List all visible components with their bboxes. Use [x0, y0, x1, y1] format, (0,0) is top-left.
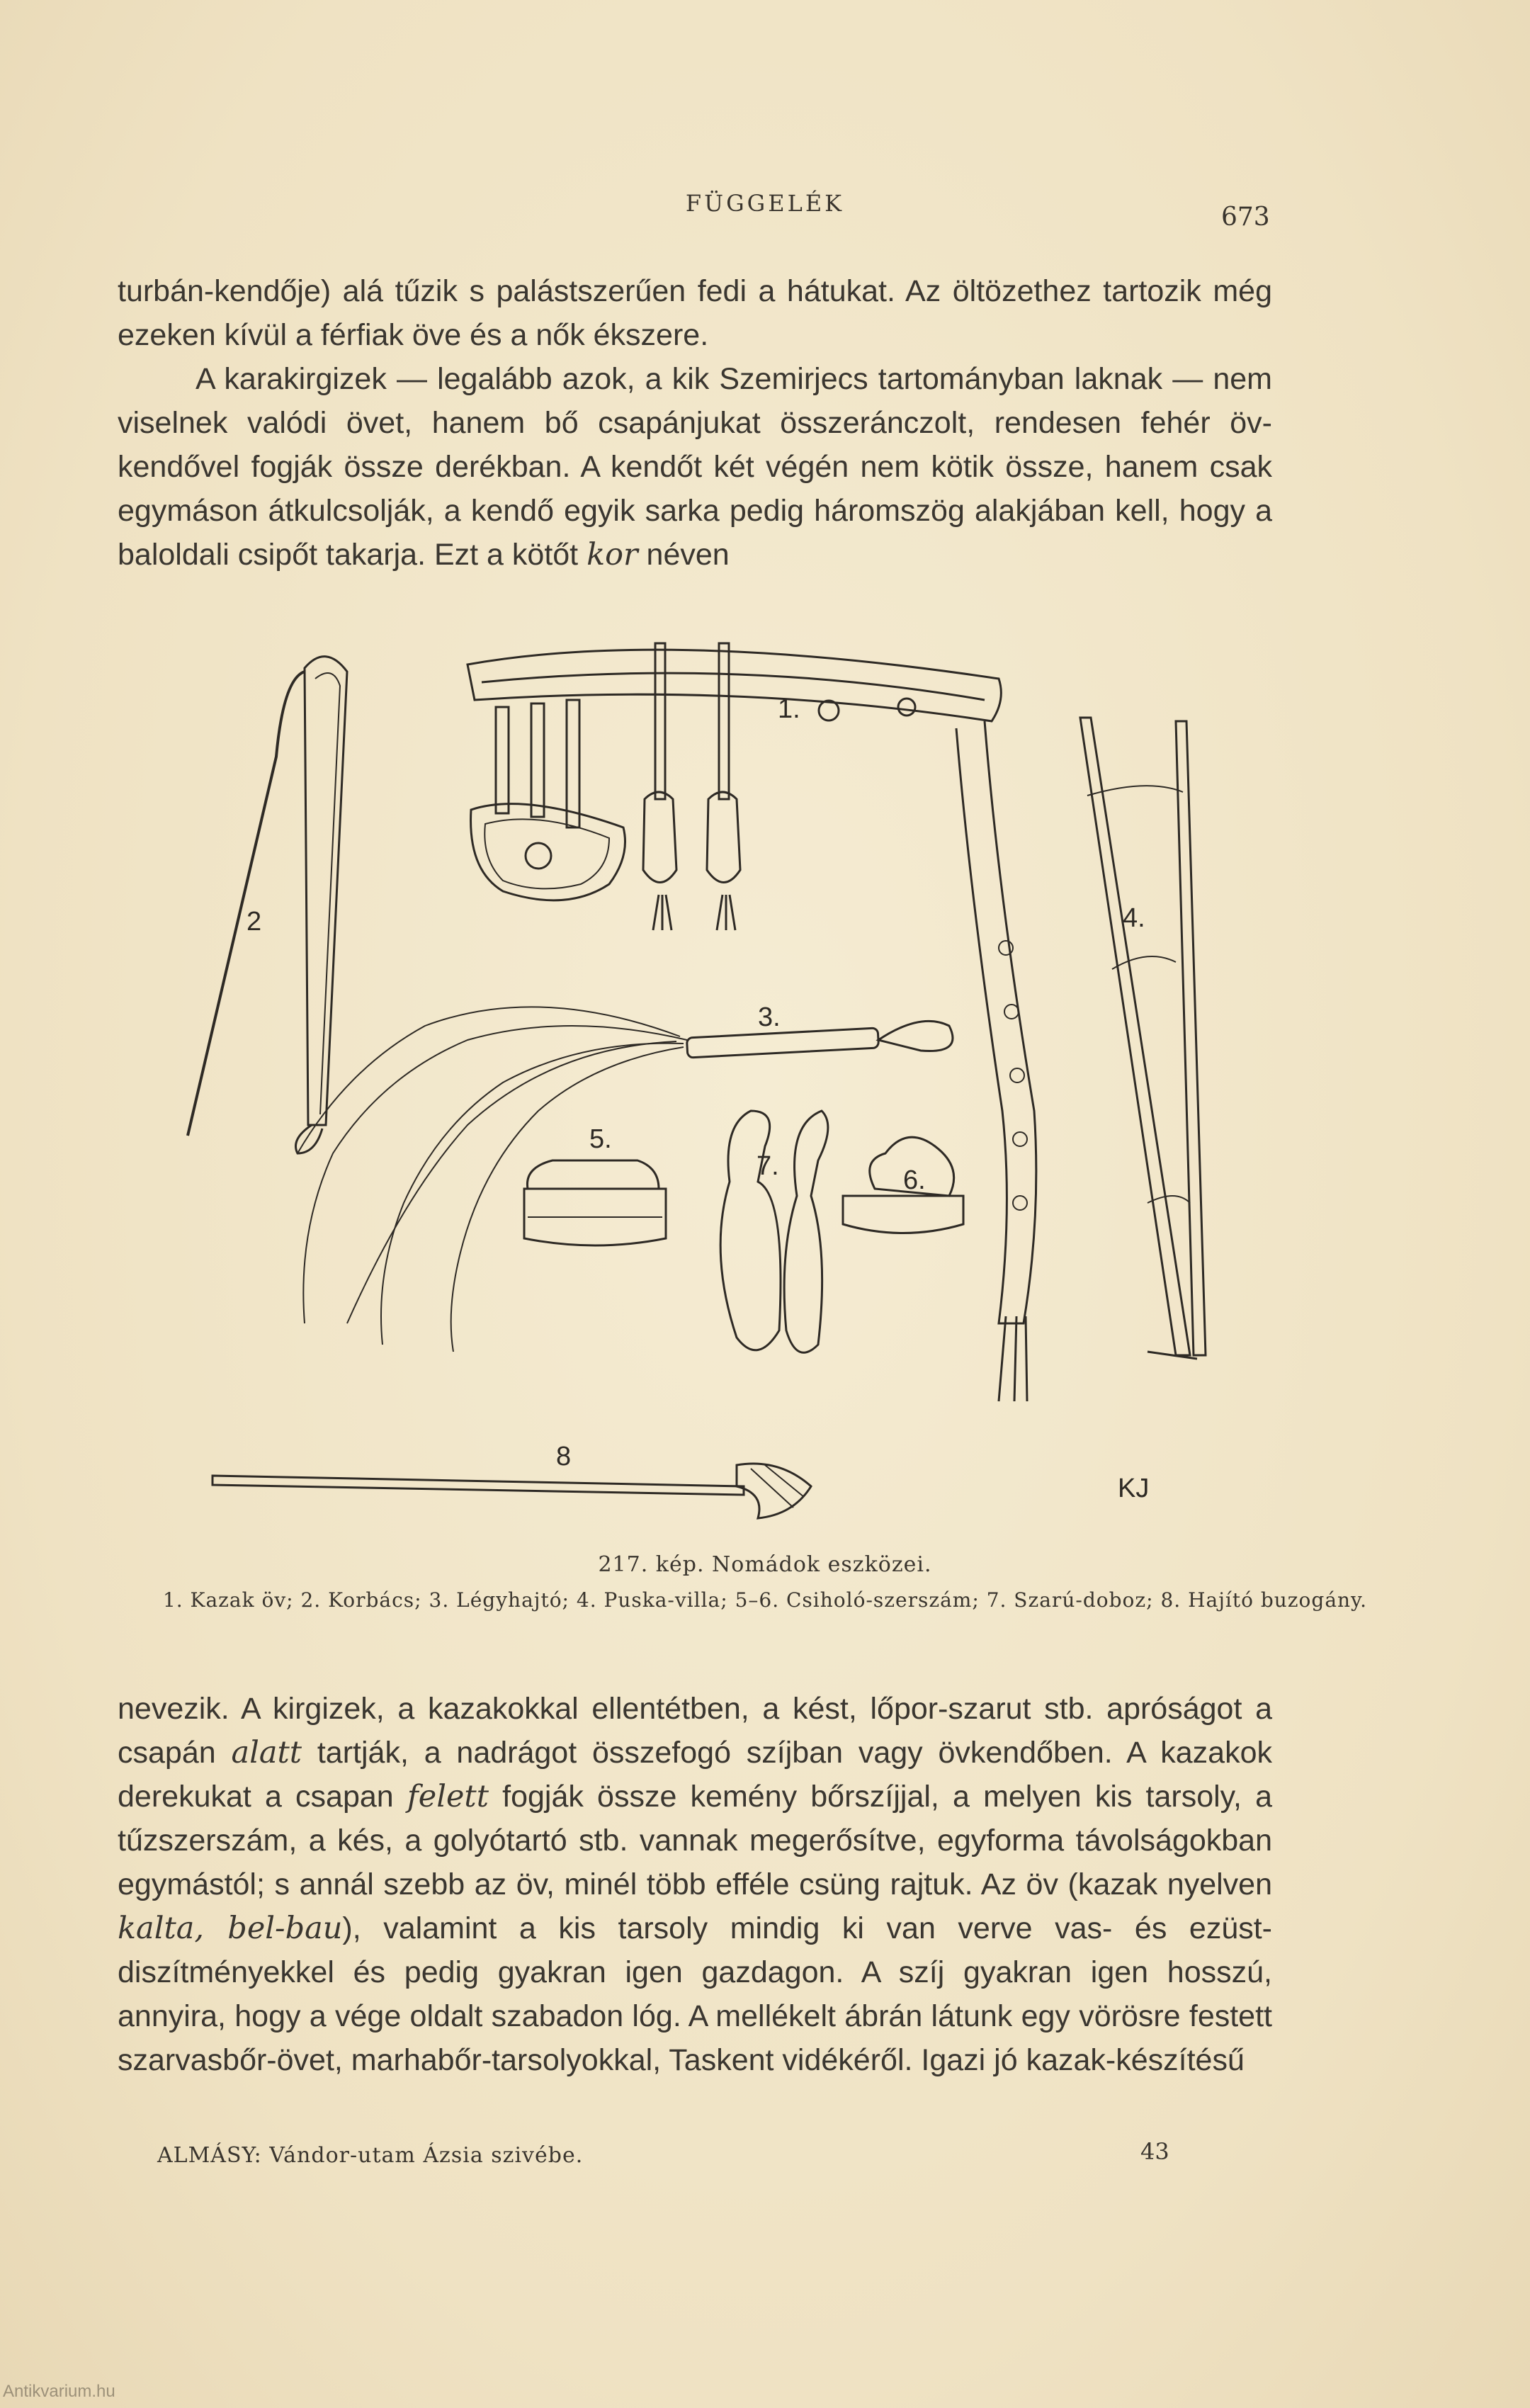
italic-term-kor: kor: [586, 537, 638, 572]
striker-6-illustration: [843, 1137, 963, 1233]
paragraph-3-part-3: fogják össze kemény bőrszíjjal, a melyen kis tarsoly, a tűzszerszám, a kés, a golyótartó stb. vannak megerősítve, egyforma távolságokban egymástól; s annál szebb az öv, minél több efféle csüng rajtuk. Az öv (kazak nyelven: [118, 1780, 1272, 1901]
label-6: 6.: [903, 1165, 926, 1195]
footer-author: ALMÁSY: Vándor-utam Ázsia szivébe.: [157, 2143, 584, 2168]
paragraph-3: [118, 1687, 1272, 2082]
label-1: 1.: [778, 694, 800, 724]
top-text-block: [118, 269, 1272, 577]
label-5: 5.: [589, 1124, 612, 1154]
label-3: 3.: [758, 1002, 781, 1032]
italic-term-alatt: alatt: [231, 1735, 302, 1770]
striker-5-illustration: [524, 1124, 666, 1245]
paragraph-3-part-2: tartják, a nadrágot összefogó szíjban vagy övkendőben. A kazakok derekukat a csapan: [118, 1736, 1272, 1814]
paragraph-2: [118, 357, 1272, 577]
watermark: Antikvarium.hu: [3, 2382, 115, 2401]
bottom-text-block: [118, 1687, 1272, 2082]
paragraph-2-tail: néven: [646, 538, 730, 572]
italic-term-kalta: kalta, bel-bau: [118, 1911, 343, 1946]
fly-whisk-illustration: [298, 1002, 953, 1352]
paragraph-1: turbán-kendője) alá tűzik s palástszerűen fedi a hátukat. Az öltözethez tartozik még ezeken kívül a férfiak öve és a nők ékszere.: [118, 274, 1272, 352]
footer-signature: 43: [1140, 2138, 1169, 2165]
whip-illustration: [188, 657, 347, 1153]
artist-mark: KJ: [1118, 1474, 1150, 1503]
figure-217: [170, 615, 1346, 1550]
label-8: 8: [556, 1442, 572, 1471]
belt-illustration: [468, 643, 1036, 1401]
label-2: 2: [246, 907, 262, 937]
page-number: 673: [1221, 203, 1270, 232]
label-7: 7.: [756, 1151, 779, 1181]
paragraph-3-part-1: nevezik. A kirgizek, a kazakokkal ellentétben, a kést, lőpor-szarut stb. apróságot a csapán: [118, 1692, 1272, 1770]
label-4: 4.: [1123, 903, 1145, 933]
figure-illustration: [170, 615, 1346, 1550]
mace-illustration: [212, 1442, 811, 1518]
figure-caption-legend: 1. Kazak öv; 2. Korbács; 3. Légyhajtó; 4. Puska-villa; 5–6. Csiholó-szerszám; 7. Szarú-doboz; 8. Hajító buzogány.: [162, 1588, 1368, 1612]
horn-box-illustration: [720, 1111, 828, 1352]
running-head: FÜGGELÉK: [685, 190, 845, 217]
italic-term-felett: felett: [407, 1779, 489, 1814]
paragraph-3-part-4: ), valamint a kis tarsoly mindig ki van verve vas- és ezüst-diszítményekkel és pedig gyakran igen gazdagon. A szíj gyakran igen hosszú, annyira, hogy a vége oldalt szabadon lóg. A mellékelt ábrán látunk egy vörösre festett szarvasbőr-övet, marhabőr-tarsolyokkal, Taskent vidékéről. Igazi jó kazak-készítésű: [118, 1911, 1272, 2077]
figure-caption-title: 217. kép. Nomádok eszközei.: [598, 1552, 932, 1577]
paragraph-2-text: A karakirgizek — legalább azok, a kik Szemirjecs tartományban laknak — nem viselnek valódi övet, hanem bő csapánjukat összeránczolt, rendesen fehér öv-kendővel fogják össze derékban. A kendőt két végén nem kötik össze, hanem csak egymáson átkulcsolják, a kendő egyik sarka pedig háromszög alakjában kell, hogy a baloldali csipőt takarja. Ezt a kötőt: [118, 362, 1272, 572]
gun-fork-illustration: [1080, 718, 1206, 1359]
